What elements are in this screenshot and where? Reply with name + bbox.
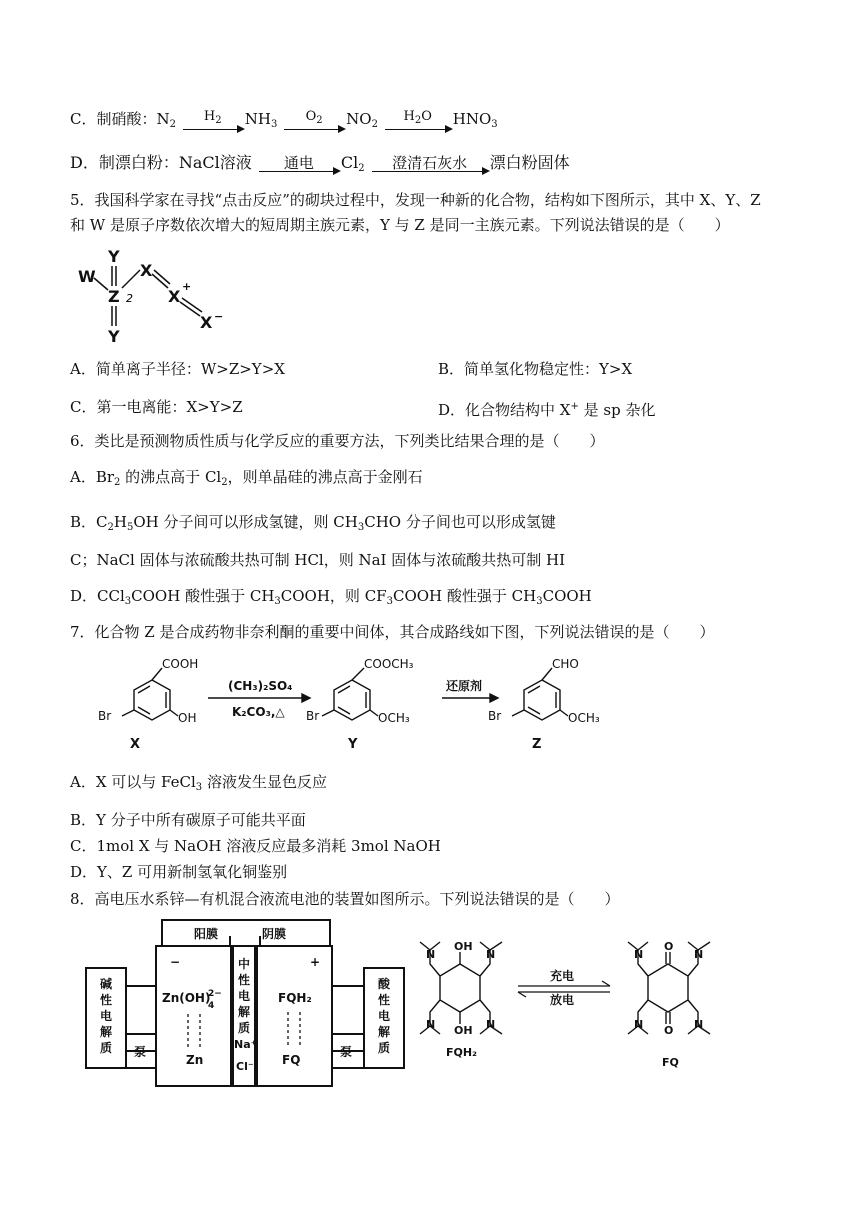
x-cooh: COOH bbox=[162, 657, 199, 671]
discharge-label: 放电 bbox=[550, 993, 575, 1007]
svg-text:质: 质 bbox=[100, 1041, 113, 1055]
z-br: Br bbox=[488, 709, 502, 723]
q5-option-d: D．化合物结构中 X+ 是 sp 杂化 bbox=[438, 401, 656, 419]
z-cho: CHO bbox=[552, 657, 579, 671]
q7-stem: 7．化合物 Z 是合成药物非奈利酮的重要中间体，其合成路线如下图，下列说法错误的是（ ） bbox=[70, 623, 715, 641]
x-br: Br bbox=[98, 709, 112, 723]
reaction-arrow: 通电 bbox=[259, 156, 339, 172]
q4-option-c: C．制硝酸：$N_2$ $H_2$ $NH_3$ $O_2$ $NO_2$ $H_2O$ $HNO_3$ bbox=[70, 109, 498, 130]
fq-structure-label: FQ bbox=[662, 1056, 679, 1069]
svg-text:酸: 酸 bbox=[378, 977, 391, 991]
svg-text:N: N bbox=[426, 948, 436, 961]
q7-option-c: C．1mol X 与 NaOH 溶液反应最多消耗 3mol NaOH bbox=[70, 837, 441, 855]
q5-option-c: C．第一电离能：X>Y>Z bbox=[70, 398, 243, 416]
electrode-minus: − bbox=[170, 955, 181, 969]
svg-text:中: 中 bbox=[238, 957, 251, 971]
label-z: Z bbox=[532, 737, 542, 752]
svg-text:性: 性 bbox=[100, 993, 113, 1007]
arrow1-bottom: K₂CO₃,△ bbox=[232, 705, 285, 719]
svg-text:N: N bbox=[634, 948, 644, 961]
fq-label: FQ bbox=[282, 1053, 301, 1067]
svg-text:OH: OH bbox=[454, 1024, 473, 1037]
svg-text:解: 解 bbox=[100, 1025, 113, 1039]
atom-y-bottom: Y bbox=[108, 327, 120, 346]
q8-stem: 8．高电压水系锌—有机混合液流电池的装置如图所示。下列说法错误的是（ ） bbox=[70, 890, 620, 908]
q6-stem: 6．类比是预测物质性质与化学反应的重要方法，下列类比结果合理的是（ ） bbox=[70, 432, 605, 450]
svg-text:2−: 2− bbox=[208, 989, 222, 999]
svg-text:N: N bbox=[694, 1018, 704, 1031]
atom-x1: X bbox=[140, 261, 153, 280]
y-br: Br bbox=[306, 709, 320, 723]
pump-left: 泵 bbox=[134, 1045, 147, 1059]
q5-stem-line2: 和 W 是原子序数依次增大的短周期主族元素，Y 与 Z 是同一主族元素。下列说法错误的是（ ） bbox=[70, 216, 730, 234]
membrane-left-label: 阳膜 bbox=[194, 927, 219, 941]
charge-minus: − bbox=[214, 310, 224, 323]
q6-option-a: A．$Br_2$ 的沸点高于 $Cl_2$，则单晶硅的沸点高于金刚石 bbox=[70, 468, 423, 488]
arrow2-top: 还原剂 bbox=[446, 679, 483, 693]
q6-option-c: C；NaCl 固体与浓硫酸共热可制 HCl，则 NaI 固体与浓硫酸共热可制 HI bbox=[70, 551, 566, 569]
svg-text:碱: 碱 bbox=[100, 977, 113, 991]
x-oh: OH bbox=[178, 711, 197, 725]
svg-text:OH: OH bbox=[454, 940, 473, 953]
svg-text:N: N bbox=[486, 1018, 496, 1031]
label-y: Y bbox=[348, 737, 358, 752]
svg-text:N: N bbox=[694, 948, 704, 961]
q7-option-a: A．X 可以与 FeCl$_3$ 溶液发生显色反应 bbox=[70, 773, 327, 793]
svg-text:性: 性 bbox=[378, 993, 391, 1007]
atom-x3: X bbox=[200, 313, 213, 332]
membrane-right-label: 阴膜 bbox=[262, 927, 287, 941]
svg-text:O: O bbox=[664, 1024, 674, 1037]
svg-text:N: N bbox=[486, 948, 496, 961]
atom-x2: X bbox=[168, 287, 181, 306]
reaction-arrow: $O_2$ bbox=[284, 110, 344, 130]
pump-right: 泵 bbox=[340, 1045, 353, 1059]
ion-na: Na⁺ bbox=[234, 1038, 257, 1051]
q8-reaction-diagram bbox=[410, 928, 750, 1073]
q4-option-d: D．制漂白粉：NaCl溶液 通电 $Cl_2$ 澄清石灰水 漂白粉固体 bbox=[70, 153, 570, 174]
svg-text:电: 电 bbox=[378, 1009, 391, 1023]
atom-z: Z bbox=[108, 287, 120, 306]
svg-text:解: 解 bbox=[238, 1005, 251, 1019]
arrow1-top: (CH₃)₂SO₄ bbox=[228, 679, 293, 693]
svg-text:质: 质 bbox=[238, 1021, 251, 1035]
zn-metal: Zn bbox=[186, 1053, 204, 1067]
q8-device-diagram bbox=[80, 916, 410, 1091]
reaction-arrow: $H_2O$ bbox=[385, 110, 451, 130]
z-och3: OCH₃ bbox=[568, 711, 600, 725]
svg-text:N: N bbox=[634, 1018, 644, 1031]
atom-w: W bbox=[78, 267, 96, 286]
reaction-arrow: 澄清石灰水 bbox=[372, 156, 488, 172]
y-och3: OCH₃ bbox=[378, 711, 410, 725]
q5-stem-line1: 5．我国科学家在寻找“点击反应”的砌块过程中，发现一种新的化合物，结构如下图所示，其中 X、Y、Z bbox=[70, 191, 761, 209]
ion-cl: Cl⁻ bbox=[236, 1060, 254, 1073]
svg-text:电: 电 bbox=[100, 1009, 113, 1023]
svg-text:性: 性 bbox=[238, 973, 251, 987]
y-cooch3: COOCH₃ bbox=[364, 657, 414, 671]
q7-option-d: D．Y、Z 可用新制氢氧化铜鉴别 bbox=[70, 863, 288, 881]
svg-text:质: 质 bbox=[378, 1041, 391, 1055]
q7-option-b: B．Y 分子中所有碳原子可能共平面 bbox=[70, 811, 306, 829]
electrode-plus: + bbox=[310, 955, 321, 969]
q6-option-b: B．$C_2H_5OH$ 分子间可以形成氢键，则 $CH_3CHO$ 分子间也可以形成氢键 bbox=[70, 513, 556, 533]
q5-option-a: A．简单离子半径：W>Z>Y>X bbox=[70, 360, 285, 378]
svg-text:O: O bbox=[664, 940, 674, 953]
q6-option-d: D．CCl$_3$COOH 酸性强于 $CH_3COOH$，则 $CF_3COOH$ 酸性强于 $CH_3COOH$ bbox=[70, 587, 592, 607]
fqh2-label: FQH₂ bbox=[278, 991, 312, 1005]
atom-y-top: Y bbox=[108, 247, 120, 266]
fqh2-structure-label: FQH₂ bbox=[446, 1046, 477, 1059]
charge-label: 充电 bbox=[550, 969, 575, 983]
svg-text:解: 解 bbox=[378, 1025, 391, 1039]
zn-hydroxide: Zn(OH) bbox=[162, 991, 211, 1005]
reaction-arrow: $H_2$ bbox=[183, 110, 243, 130]
q5-option-b: B．简单氢化物稳定性：Y>X bbox=[438, 360, 633, 378]
svg-text:电: 电 bbox=[238, 989, 251, 1003]
q5-structure bbox=[70, 240, 250, 350]
q7-synthesis-scheme bbox=[70, 654, 630, 754]
svg-text:4: 4 bbox=[208, 1001, 215, 1011]
label-x: X bbox=[130, 737, 141, 752]
charge-plus: + bbox=[182, 280, 192, 293]
svg-text:N: N bbox=[426, 1018, 436, 1031]
svg-text:2: 2 bbox=[126, 292, 133, 305]
